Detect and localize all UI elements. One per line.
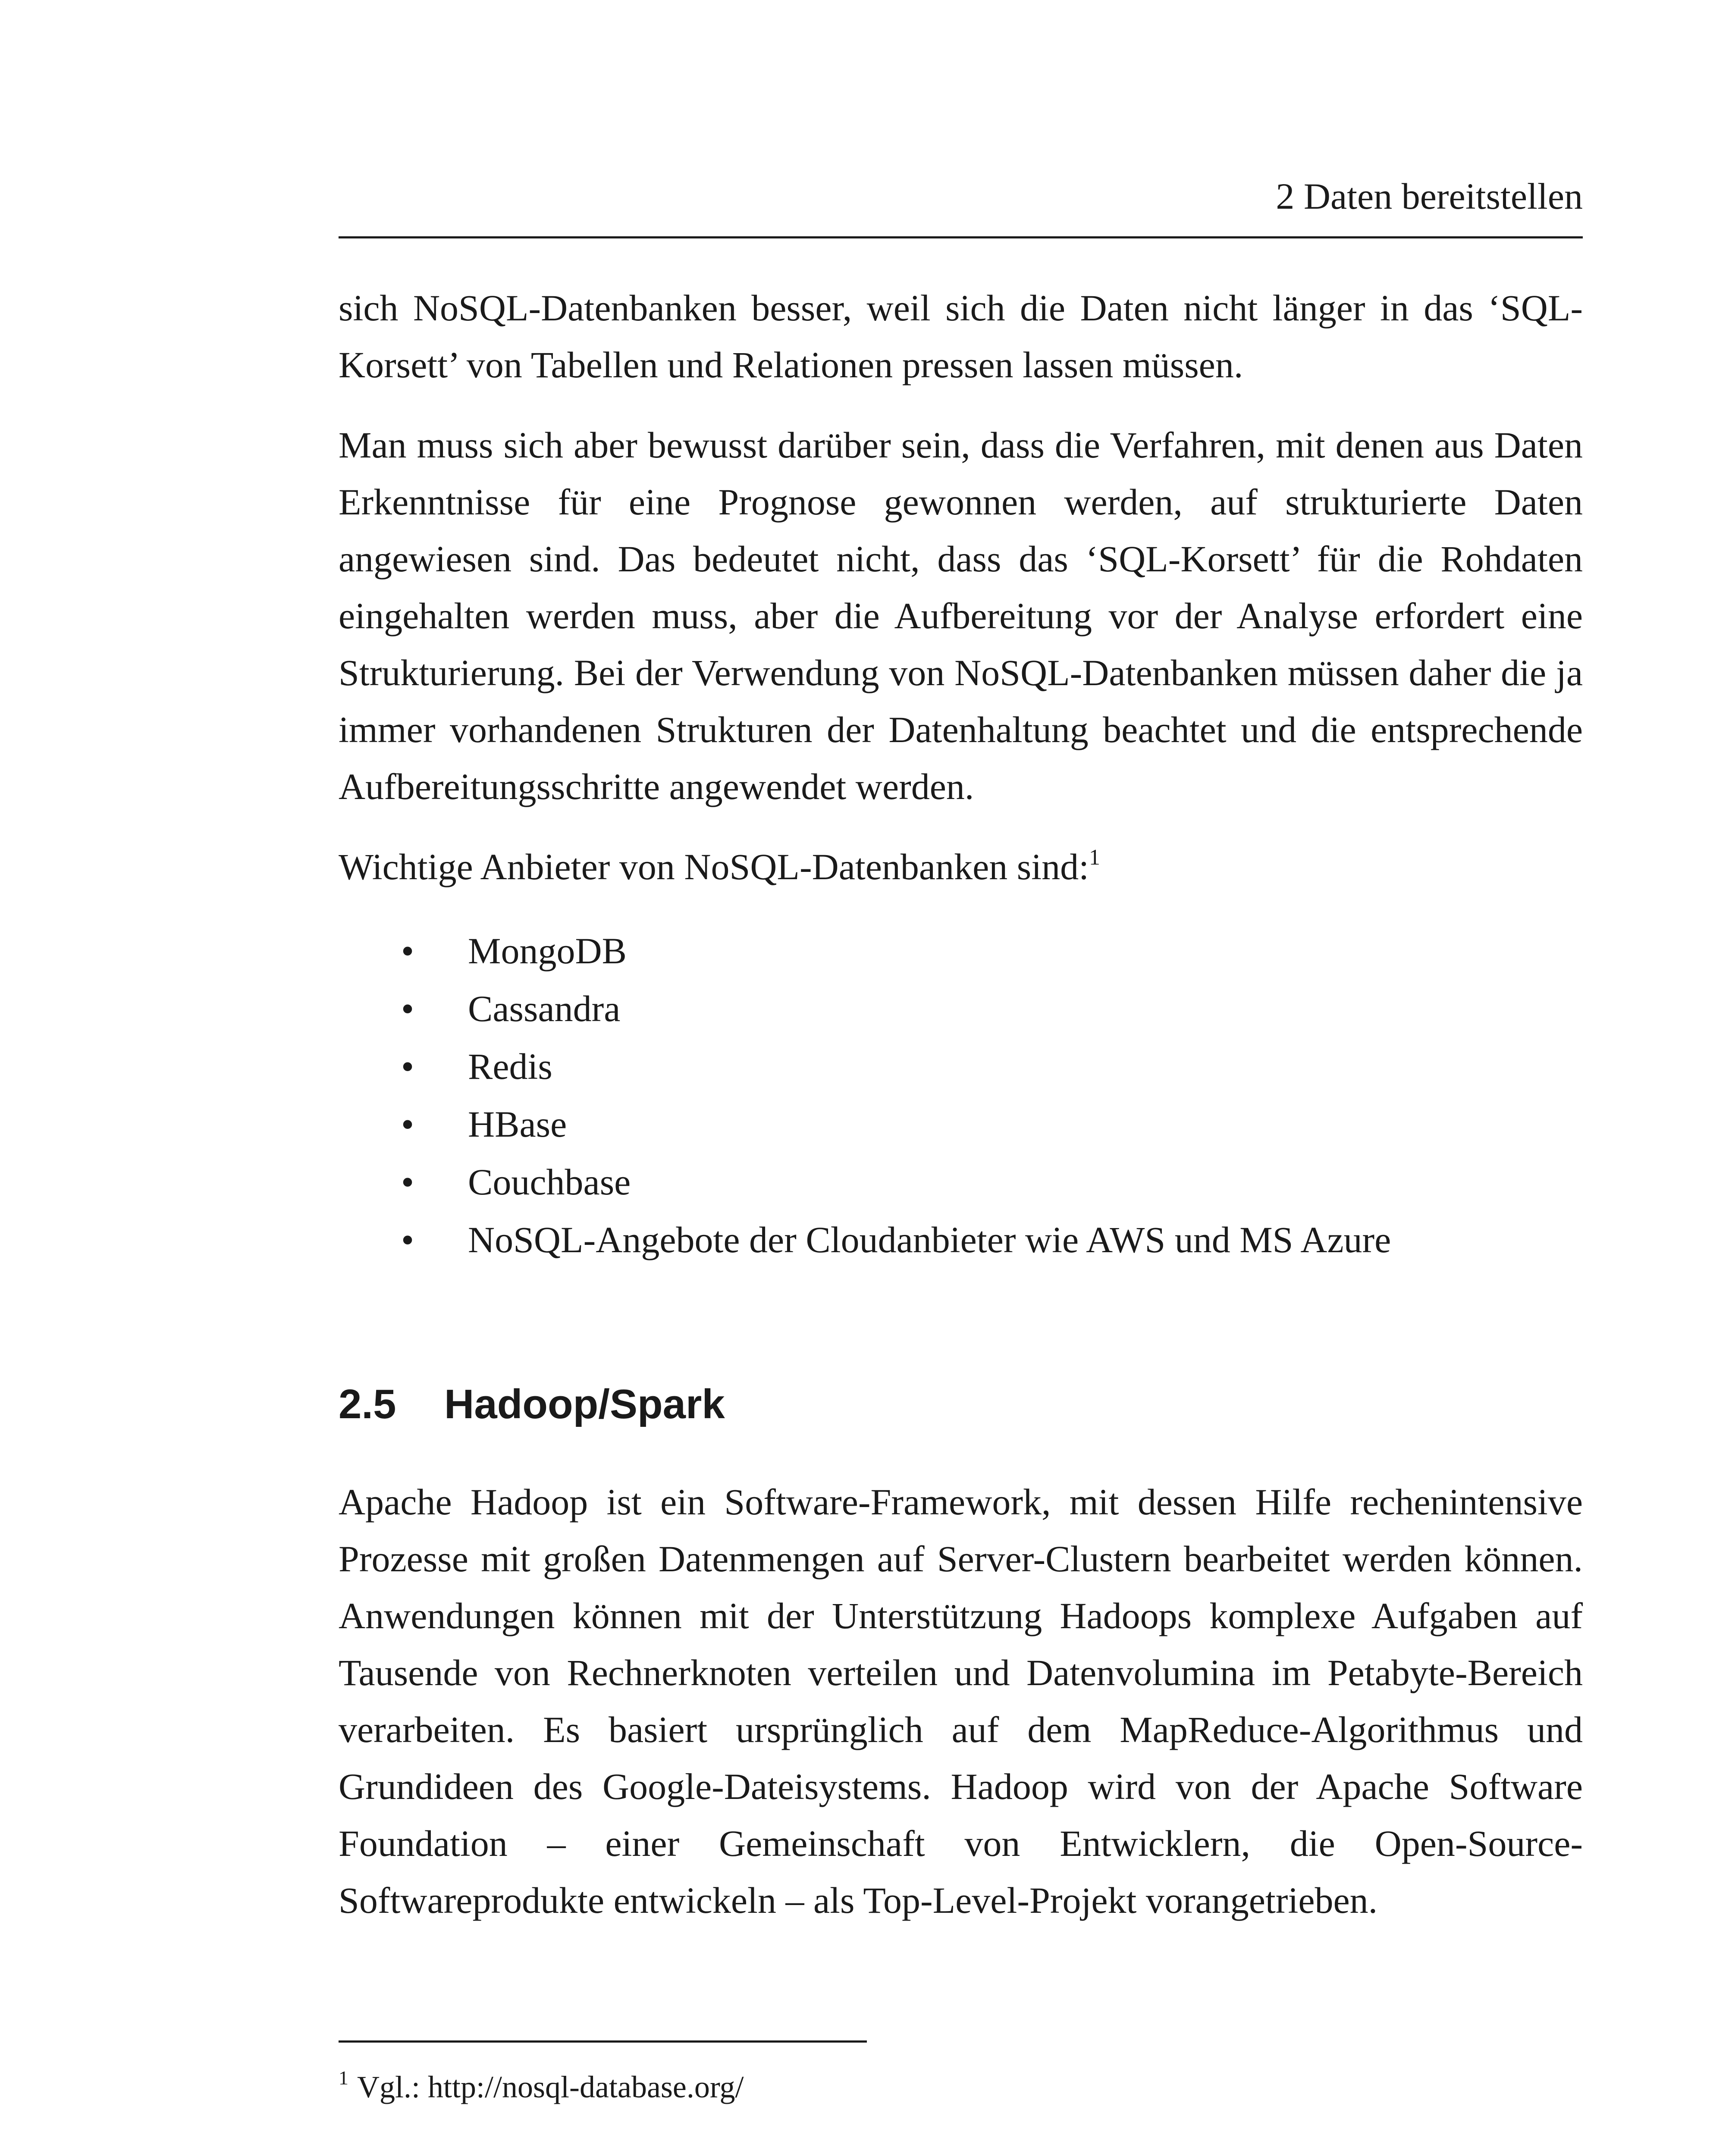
- footnote-marker: 1: [339, 2067, 348, 2089]
- paragraph-nosql-intro: sich NoSQL-Datenbanken besser, weil sich die Daten nicht länger in das ‘SQL-Korsett’ von Tabellen und Relationen pressen lassen müssen.: [339, 287, 1583, 385]
- list-item: [339, 1211, 1583, 1269]
- running-head: 2 Daten bereitstellen: [1276, 175, 1583, 217]
- section-number: 2.5: [339, 1381, 396, 1427]
- list-item: [339, 980, 1583, 1037]
- section-title: Hadoop/Spark: [444, 1381, 725, 1427]
- list-item-text: HBase: [468, 1103, 567, 1145]
- list-item-text: NoSQL-Angebote der Cloudanbieter wie AWS und MS Azure: [468, 1219, 1391, 1260]
- bullet-icon: •: [401, 930, 414, 971]
- bullet-icon: •: [401, 1103, 414, 1145]
- nosql-provider-list: [339, 922, 1583, 1269]
- paragraph-providers: [339, 838, 1583, 895]
- list-item-text: Couchbase: [468, 1161, 631, 1203]
- list-item-text: Cassandra: [468, 988, 621, 1029]
- list-item-text: MongoDB: [468, 930, 627, 971]
- bullet-icon: •: [401, 1161, 414, 1203]
- section-heading: [339, 1376, 1583, 1432]
- paragraph-structure: Man muss sich aber bewusst darüber sein, dass die Verfahren, mit denen aus Daten Erkenntnisse für eine Prognose gewonnen werden, auf strukturierte Daten angewiesen sind. Das bedeutet nicht, dass das ‘SQL-Korsett’ für die Rohdaten eingehalten werden muss, aber die Aufbereitung vor der Analyse erfordert eine Strukturierung. Bei der Verwendung von NoSQL-Datenbanken müssen daher die ja immer vorhandenen Strukturen der Datenhaltung beachtet und die entsprechende Aufbereitungsschritte angewendet werden.: [339, 424, 1583, 807]
- bullet-icon: •: [401, 988, 414, 1029]
- body-text: [339, 279, 1583, 1929]
- paragraph-hadoop: Apache Hadoop ist ein Software-Framework, mit dessen Hilfe rechenintensive Prozesse mit großen Datenmengen auf Server-Clustern bearbeitet werden können. Anwendungen können mit der Unterstützung Hadoops komplexe Aufgaben auf Tausende von Rechnerknoten verteilen und Datenvolumina im Petabyte-Bereich verarbeiten. Es basiert ursprünglich auf dem MapReduce-Algorithmus und Grundideen des Google-Dateisystems. Hadoop wird von der Apache Software Foundation – einer Gemeinschaft von Entwicklern, die Open-Source-Softwareprodukte entwickeln – als Top-Level-Projekt vorangetrieben.: [339, 1481, 1583, 1921]
- header-rule: [339, 236, 1583, 238]
- footnote-reference: 1: [1089, 845, 1101, 870]
- list-item-text: Redis: [468, 1046, 552, 1087]
- list-item: [339, 1037, 1583, 1095]
- footnote-text: Vgl.: http://nosql-database.org/: [357, 2070, 744, 2104]
- list-item: [339, 1095, 1583, 1153]
- bullet-icon: •: [401, 1219, 414, 1260]
- list-item: [339, 1153, 1583, 1211]
- footnote: [339, 2065, 1583, 2109]
- bullet-icon: •: [401, 1046, 414, 1087]
- list-item: [339, 922, 1583, 980]
- footnote-rule: [339, 2040, 867, 2043]
- paragraph-providers-text: Wichtige Anbieter von NoSQL-Datenbanken sind:: [339, 846, 1089, 887]
